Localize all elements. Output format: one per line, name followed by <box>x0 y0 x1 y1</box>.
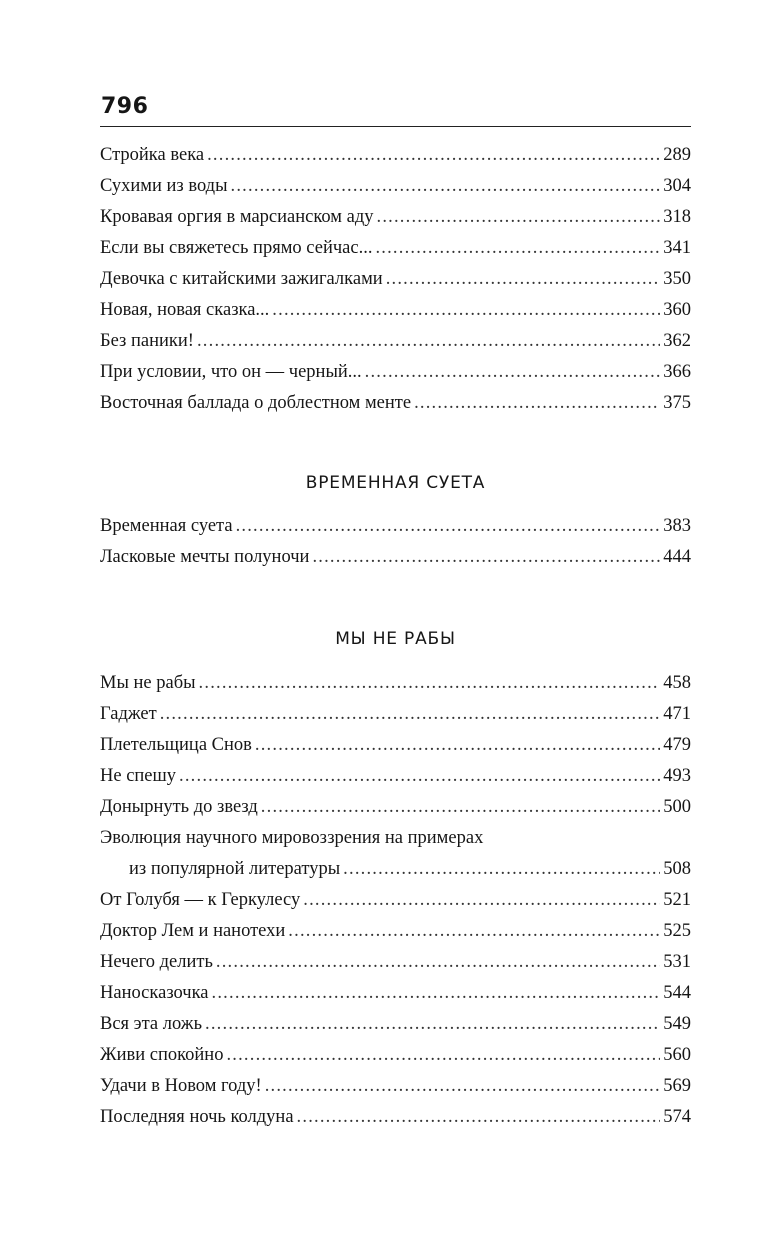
toc-entry <box>100 823 691 854</box>
toc-entry <box>100 668 691 699</box>
toc-entry <box>100 326 691 357</box>
section-title-vremennaya-sueta: ВРЕМЕННАЯ СУЕТА <box>305 473 486 493</box>
toc-entry <box>100 1040 691 1071</box>
toc-entry-title: Стройка века <box>100 145 205 165</box>
header-rule <box>100 126 691 127</box>
dot-leader <box>226 1040 660 1071</box>
toc-entry <box>100 140 691 171</box>
toc-entry-title: Наносказочка <box>100 983 209 1003</box>
dot-leader <box>377 202 661 233</box>
toc-entry-title: Мы не рабы <box>100 673 196 693</box>
toc-entry-title: Ласковые мечты полуночи <box>100 547 310 567</box>
dot-leader <box>272 295 660 326</box>
toc-entry-page: 341 <box>663 238 691 258</box>
toc-entry-title: Девочка с китайскими зажигалками <box>100 269 383 289</box>
toc-list-vremennaya-sueta <box>100 511 691 573</box>
toc-entry-page: 521 <box>663 890 691 910</box>
toc-entry-page: 444 <box>663 547 691 567</box>
toc-entry <box>100 171 691 202</box>
toc-entry-page: 366 <box>663 362 691 382</box>
toc-entry-title: Плетельщица Снов <box>100 735 252 755</box>
toc-entry-page: 362 <box>663 331 691 351</box>
toc-entry <box>100 947 691 978</box>
toc-entry <box>100 885 691 916</box>
toc-entry <box>100 357 691 388</box>
dot-leader <box>179 761 660 792</box>
toc-entry-title: Кровавая оргия в марсианском аду <box>100 207 374 227</box>
toc-entry <box>100 511 691 542</box>
toc-entry-page: 479 <box>663 735 691 755</box>
toc-entry-title: Новая, новая сказка... <box>100 300 270 320</box>
dot-leader <box>303 885 660 916</box>
toc-entry-title: Не спешу <box>100 766 177 786</box>
toc-entry-page: 471 <box>663 704 691 724</box>
toc-entry <box>100 264 691 295</box>
toc-entry-page: 383 <box>663 516 691 536</box>
toc-entry-title: Доктор Лем и нанотехи <box>100 921 286 941</box>
dot-leader <box>288 916 660 947</box>
toc-entry-page: 458 <box>663 673 691 693</box>
toc-entry-page: 289 <box>663 145 691 165</box>
toc-entry-title: Сухими из воды <box>100 176 228 196</box>
toc-entry-page: 560 <box>663 1045 691 1065</box>
dot-leader <box>216 947 660 978</box>
toc-entry-page: 569 <box>663 1076 691 1096</box>
toc-entry-title: Вся эта ложь <box>100 1014 203 1034</box>
dot-leader <box>231 171 661 202</box>
toc-entry <box>100 295 691 326</box>
toc-entry-title: Эволюция научного мировоззрения на примерах <box>100 828 484 848</box>
toc-list-my-ne-raby <box>100 668 691 1133</box>
page-number: 796 <box>101 94 149 119</box>
toc-entry-page: 574 <box>663 1107 691 1127</box>
toc-entry-page: 531 <box>663 952 691 972</box>
toc-entry <box>100 916 691 947</box>
toc-entry-page: 525 <box>663 921 691 941</box>
toc-entry-title: От Голубя — к Геркулесу <box>100 890 301 910</box>
toc-entry-title: При условии, что он — черный... <box>100 362 362 382</box>
dot-leader <box>205 1009 660 1040</box>
toc-entry-title: Последняя ночь колдуна <box>100 1107 294 1127</box>
toc-list-continued <box>100 140 691 419</box>
dot-leader <box>199 668 661 699</box>
toc-entry-page: 544 <box>663 983 691 1003</box>
toc-entry <box>100 542 691 573</box>
dot-leader <box>312 542 660 573</box>
toc-entry-page: 350 <box>663 269 691 289</box>
toc-entry-page: 375 <box>663 393 691 413</box>
toc-entry-title: Восточная баллада о доблестном менте <box>100 393 412 413</box>
toc-entry-title-continuation: из популярной литературы <box>129 859 341 879</box>
toc-entry <box>100 388 691 419</box>
toc-entry-page: 360 <box>663 300 691 320</box>
toc-entry-title: Удачи в Новом году! <box>100 1076 262 1096</box>
section-title-my-ne-raby: МЫ НЕ РАБЫ <box>335 629 456 649</box>
toc-entry <box>100 233 691 264</box>
toc-entry <box>100 1071 691 1102</box>
toc-entry-page: 500 <box>663 797 691 817</box>
toc-entry-page: 304 <box>663 176 691 196</box>
dot-leader <box>265 1071 661 1102</box>
toc-entry-page: 318 <box>663 207 691 227</box>
toc-entry <box>100 792 691 823</box>
toc-entry-page: 493 <box>663 766 691 786</box>
toc-entry-title: Если вы свяжетесь прямо сейчас... <box>100 238 373 258</box>
toc-entry-page: 549 <box>663 1014 691 1034</box>
toc-entry <box>100 730 691 761</box>
dot-leader <box>255 730 660 761</box>
toc-entry-continuation <box>100 854 691 885</box>
dot-leader <box>261 792 660 823</box>
toc-entry-page: 508 <box>663 859 691 879</box>
toc-entry <box>100 761 691 792</box>
dot-leader <box>207 140 660 171</box>
toc-entry <box>100 978 691 1009</box>
toc-entry-title: Гаджет <box>100 704 157 724</box>
toc-entry <box>100 1009 691 1040</box>
dot-leader <box>160 699 661 730</box>
dot-leader <box>212 978 661 1009</box>
dot-leader <box>236 511 661 542</box>
dot-leader <box>386 264 661 295</box>
dot-leader <box>343 854 660 885</box>
dot-leader <box>197 326 660 357</box>
dot-leader <box>297 1102 661 1133</box>
dot-leader <box>365 357 661 388</box>
toc-entry <box>100 1102 691 1133</box>
toc-entry-title: Без паники! <box>100 331 194 351</box>
dot-leader <box>375 233 660 264</box>
toc-entry-title: Временная суета <box>100 516 233 536</box>
toc-entry-title: Нечего делить <box>100 952 213 972</box>
toc-entry-title: Донырнуть до звезд <box>100 797 258 817</box>
toc-entry-title: Живи спокойно <box>100 1045 224 1065</box>
dot-leader <box>414 388 660 419</box>
toc-entry <box>100 699 691 730</box>
toc-entry <box>100 202 691 233</box>
